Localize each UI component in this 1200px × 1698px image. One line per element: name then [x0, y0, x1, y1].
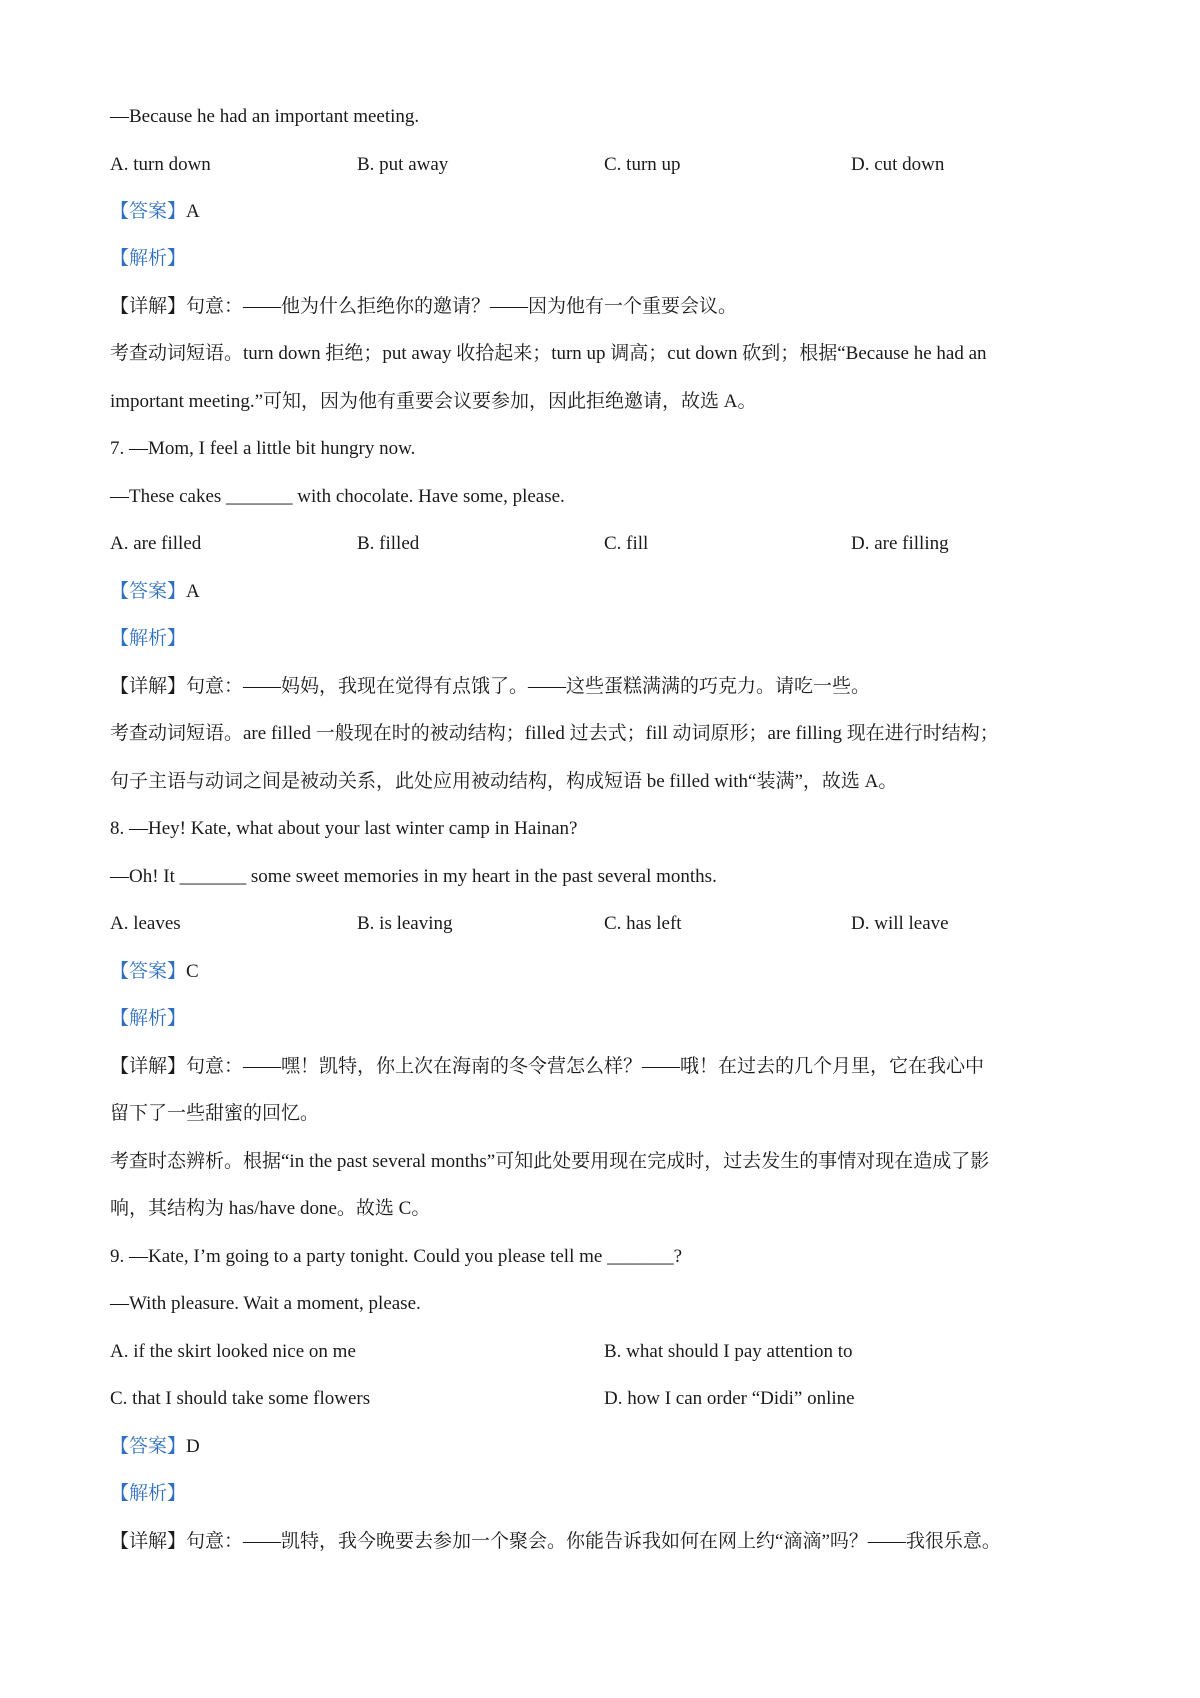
q8-explain-line-1: 考查时态辨析。根据“in the past several months”可知此处要用现在完成时，过去发生的事情对现在造成了影 — [110, 1151, 990, 1172]
q6-analysis-tag: 【解析】 — [110, 248, 187, 269]
q6-option-d: D. cut down — [851, 154, 945, 175]
answer-value: A — [186, 581, 200, 602]
q7-detail — [110, 675, 870, 699]
answer-value: C — [186, 961, 199, 982]
q8-analysis-tag: 【解析】 — [110, 1008, 187, 1029]
q7-option-c: C. fill — [604, 533, 649, 554]
q9-question: 9. —Kate, I’m going to a party tonight. Could you please tell me _______? — [110, 1246, 683, 1267]
q8-option-d: D. will leave — [851, 913, 949, 934]
q6-explain-line-1: 考查动词短语。turn down 拒绝；put away 收拾起来；turn up 调高；cut down 砍到；根据“Because he had an — [110, 343, 987, 364]
q8-answer — [110, 960, 199, 984]
q9-option-a: A. if the skirt looked nice on me — [110, 1341, 356, 1362]
answer-value: D — [186, 1436, 200, 1457]
q6-detail — [110, 295, 737, 319]
q9-option-c: C. that I should take some flowers — [110, 1388, 371, 1409]
q7-option-d: D. are filling — [851, 533, 949, 554]
q7-analysis-tag: 【解析】 — [110, 628, 187, 649]
q7-answer — [110, 580, 200, 604]
q9-option-d: D. how I can order “Didi” online — [604, 1388, 855, 1409]
detail-text: 句意：——他为什么拒绝你的邀请？——因为他有一个重要会议。 — [186, 296, 738, 317]
detail-tag: 【详解】 — [110, 296, 187, 317]
q6-reply: —Because he had an important meeting. — [110, 106, 420, 127]
q8-option-c: C. has left — [604, 913, 682, 934]
q9-analysis-tag: 【解析】 — [110, 1483, 187, 1504]
q8-option-a: A. leaves — [110, 913, 181, 934]
q7-question: 7. —Mom, I feel a little bit hungry now. — [110, 438, 416, 459]
detail-tag: 【详解】 — [110, 1056, 187, 1077]
q6-explain-line-2: important meeting.”可知，因为他有重要会议要参加，因此拒绝邀请，故选 A。 — [110, 391, 757, 412]
detail-text: 句意：——妈妈，我现在觉得有点饿了。——这些蛋糕满满的巧克力。请吃一些。 — [186, 676, 871, 697]
q7-reply: —These cakes _______ with chocolate. Have some, please. — [110, 486, 565, 507]
answer-tag: 【答案】 — [110, 1436, 187, 1457]
q6-option-c: C. turn up — [604, 154, 681, 175]
answer-value: A — [186, 201, 200, 222]
detail-tag: 【详解】 — [110, 1531, 187, 1552]
q8-explain-line-2: 响，其结构为 has/have done。故选 C。 — [110, 1198, 431, 1219]
q8-detail-line-1 — [110, 1055, 984, 1079]
q7-explain-line-1: 考查动词短语。are filled 一般现在时的被动结构；filled 过去式；fill 动词原形；are filling 现在进行时结构； — [110, 723, 999, 744]
q8-reply: —Oh! It _______ some sweet memories in my heart in the past several months. — [110, 866, 717, 887]
detail-tag: 【详解】 — [110, 676, 187, 697]
q6-option-a: A. turn down — [110, 154, 211, 175]
detail-text: 句意：——凯特，我今晚要去参加一个聚会。你能告诉我如何在网上约“滴滴”吗？——我很乐意。 — [186, 1531, 1001, 1552]
q7-option-a: A. are filled — [110, 533, 202, 554]
q7-option-b: B. filled — [357, 533, 420, 554]
q8-detail-line-2: 留下了一些甜蜜的回忆。 — [110, 1103, 320, 1124]
q9-option-b: B. what should I pay attention to — [604, 1341, 853, 1362]
q8-option-b: B. is leaving — [357, 913, 453, 934]
q9-reply: —With pleasure. Wait a moment, please. — [110, 1293, 421, 1314]
q7-explain-line-2: 句子主语与动词之间是被动关系，此处应用被动结构，构成短语 be filled with“装满”，故选 A。 — [110, 771, 898, 792]
answer-tag: 【答案】 — [110, 961, 187, 982]
detail-text: 句意：——嘿！凯特，你上次在海南的冬令营怎么样？——哦！在过去的几个月里，它在我心中 — [186, 1056, 985, 1077]
q9-detail — [110, 1530, 1001, 1554]
q6-option-b: B. put away — [357, 154, 449, 175]
q9-answer — [110, 1435, 200, 1459]
answer-tag: 【答案】 — [110, 581, 187, 602]
answer-tag: 【答案】 — [110, 201, 187, 222]
q8-question: 8. —Hey! Kate, what about your last winter camp in Hainan? — [110, 818, 578, 839]
q6-answer — [110, 200, 200, 224]
